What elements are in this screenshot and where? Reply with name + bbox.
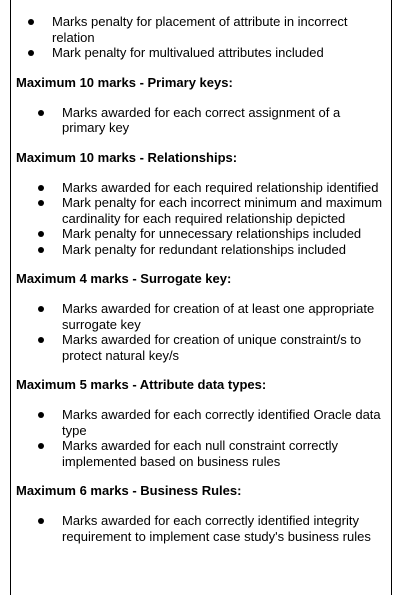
bullet-icon xyxy=(38,110,44,116)
list-item: Mark penalty for multivalued attributes included xyxy=(16,45,386,61)
section-heading-business-rules: Maximum 6 marks - Business Rules: xyxy=(16,483,242,498)
list-item: Marks awarded for each correct assignment of a primary key xyxy=(16,105,386,136)
list-item: Marks awarded for each null constraint correctly implemented based on business rules xyxy=(16,438,386,469)
bullet-icon xyxy=(38,412,44,418)
bullet-icon xyxy=(38,200,44,206)
list-item: Marks awarded for each correctly identified integrity requirement to implement case study's business rules xyxy=(16,513,386,544)
attribute-data-types-list xyxy=(16,407,386,469)
list-item: Marks awarded for creation of unique constraint/s to protect natural key/s xyxy=(16,332,386,363)
bullet-icon xyxy=(38,306,44,312)
bullet-icon xyxy=(38,231,44,237)
relationships-list xyxy=(16,180,386,258)
business-rules-list xyxy=(16,513,386,544)
list-item: Marks awarded for each correctly identified Oracle data type xyxy=(16,407,386,438)
bullet-icon xyxy=(38,247,44,253)
list-item: Mark penalty for redundant relationships included xyxy=(16,242,386,258)
bullet-icon xyxy=(28,50,34,56)
list-item: Marks awarded for creation of at least one appropriate surrogate key xyxy=(16,301,386,332)
bullet-icon xyxy=(38,518,44,524)
bullet-icon xyxy=(38,337,44,343)
section-heading-surrogate-key: Maximum 4 marks - Surrogate key: xyxy=(16,271,232,286)
primary-keys-list xyxy=(16,105,386,136)
list-item: Marks awarded for each required relationship identified xyxy=(16,180,386,196)
rubric-content xyxy=(16,14,386,544)
section-heading-attribute-data-types: Maximum 5 marks - Attribute data types: xyxy=(16,377,267,392)
surrogate-key-list xyxy=(16,301,386,363)
list-item: Mark penalty for unnecessary relationships included xyxy=(16,226,386,242)
bullet-icon xyxy=(38,443,44,449)
section-heading-primary-keys: Maximum 10 marks - Primary keys: xyxy=(16,74,233,90)
list-item: Mark penalty for each incorrect minimum and maximum cardinality for each required relationship depicted xyxy=(16,195,386,226)
bullet-icon xyxy=(38,185,44,191)
intro-list xyxy=(16,14,386,61)
list-item: Marks penalty for placement of attribute in incorrect relation xyxy=(16,14,386,45)
section-heading-relationships: Maximum 10 marks - Relationships: xyxy=(16,149,238,165)
bullet-icon xyxy=(28,19,34,25)
